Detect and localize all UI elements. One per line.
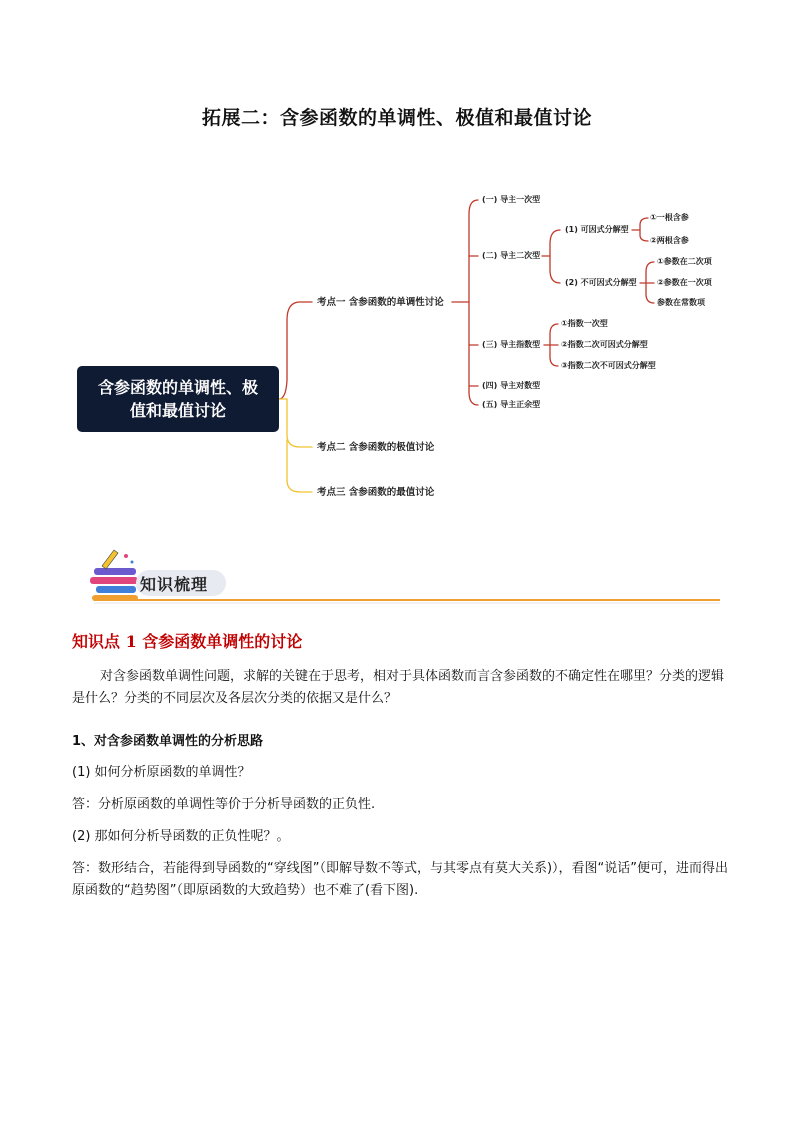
branch-monotonicity: 考点一 含参函数的单调性讨论: [317, 297, 444, 308]
leaf-two-roots-param: ②两根含参: [650, 236, 689, 245]
connector-nonfactorable-leaves: [640, 262, 654, 303]
leaf-exp-linear: ①指数一次型: [561, 319, 608, 328]
connector-type2-sub: [542, 230, 560, 283]
section-heading: 知识点 1 含参函数单调性的讨论: [72, 632, 303, 651]
mindmap-connectors: [0, 0, 794, 540]
leaf-param-constant-term: 参数在常数项: [657, 298, 705, 307]
page-title: 拓展二：含参函数的单调性、极值和最值讨论: [201, 107, 592, 129]
connector-factorable-leaves: [632, 218, 648, 241]
banner-label: 知识梳理: [140, 575, 209, 594]
leaf-one-root-param: ①一根含参: [650, 213, 689, 222]
connector-root-branch3: [287, 440, 312, 492]
quadratic-factorable: (1) 可因式分解型: [565, 225, 629, 234]
leaf-param-linear-term: ②参数在一次项: [657, 278, 712, 287]
type-logarithmic: (四) 导主对数型: [482, 381, 541, 390]
type-exponential: (三) 导主指数型: [482, 340, 541, 349]
answer-1: 答：分析原函数的单调性等价于分析导函数的正负性.: [72, 797, 376, 812]
leaf-exp-quad-nonfactorable: ③指数二次不可因式分解型: [561, 361, 656, 370]
question-1: (1) 如何分析原函数的单调性？: [72, 765, 251, 780]
leaf-param-quadratic-term: ①参数在二次项: [657, 257, 712, 266]
type-trig: (五) 导主正余型: [482, 400, 541, 409]
connector-exponential-leaves: [544, 324, 558, 366]
quadratic-nonfactorable: (2) 不可因式分解型: [565, 278, 637, 287]
mindmap-root: 含参函数的单调性、极值和最值讨论: [77, 366, 279, 432]
branch-max-min: 考点三 含参函数的最值讨论: [317, 487, 435, 498]
type-quadratic: (二) 导主二次型: [482, 251, 541, 260]
leaf-exp-quad-factorable: ②指数二次可因式分解型: [561, 340, 648, 349]
question-2: (2) 那如何分析导函数的正负性呢？。: [72, 829, 290, 844]
type-linear: (一) 导主一次型: [482, 195, 541, 204]
connector-root-branch1: [279, 302, 312, 399]
answer-2: 答：数形结合，若能得到导函数的“穿线图”（即解导数不等式，与其零点有莫大关系)），看图“说话”便可，进而得出原函数的“趋势图”（即原函数的大致趋势）也不难了(看下图).: [72, 861, 729, 898]
connector-root-branch2: [279, 399, 312, 447]
branch-extremum: 考点二 含参函数的极值讨论: [317, 442, 435, 453]
connector-types-trunk: [469, 200, 478, 405]
books-pencil-icon: [90, 550, 138, 601]
intro-paragraph: 对含参函数单调性问题，求解的关键在于思考，相对于具体函数而言含参函数的不确定性在哪里？分类的逻辑是什么？分类的不同层次及各层次分类的依据又是什么？: [72, 669, 725, 706]
subheading: 1、对含参函数单调性的分析思路: [72, 734, 264, 749]
